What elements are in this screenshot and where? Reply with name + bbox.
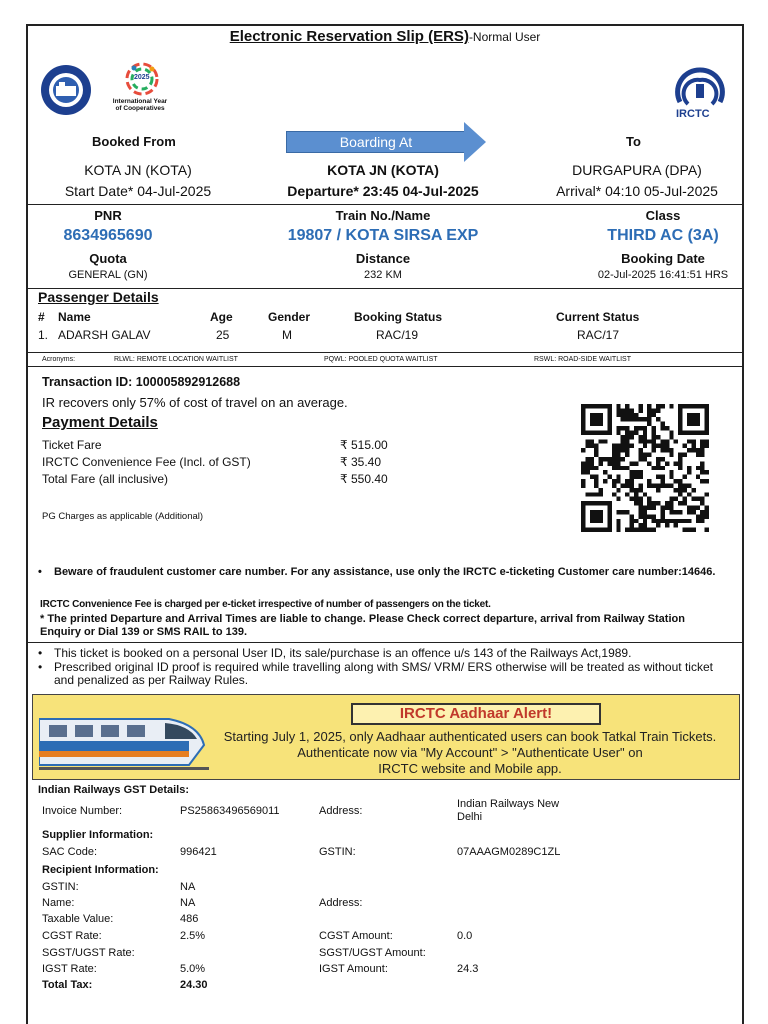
distance-label: Distance (355, 251, 411, 266)
acronym-rlwl: RLWL: REMOTE LOCATION WAITLIST (114, 356, 238, 363)
cgst-rate-label: CGST Rate: (42, 930, 102, 942)
igst-amount-label: IGST Amount: (319, 963, 388, 975)
irctc-logo-text: IRCTC (676, 108, 710, 120)
irctc-emblem-icon (670, 64, 730, 108)
recipient-name-label: Name: (42, 897, 75, 909)
to-station: DURGAPURA (DPA) (572, 162, 702, 178)
arrow-right-icon (464, 122, 486, 162)
taxable-value: 486 (180, 913, 199, 925)
payment-details-heading: Payment Details (42, 414, 158, 431)
acronym-pqwl: PQWL: POOLED QUOTA WAITLIST (324, 356, 438, 363)
qr-code (576, 404, 714, 532)
col-current-status: Current Status (556, 310, 640, 324)
fraud-warning-text: Beware of fraudulent customer care number. For any assistance, use only the IRCTC e-ticketing Customer care number:14646. (54, 566, 716, 578)
arrival-time: Arrival* 04:10 05-Jul-2025 (556, 183, 718, 199)
divider (28, 366, 742, 367)
to-label: To (626, 134, 641, 149)
aadhaar-alert-banner[interactable] (32, 694, 740, 780)
pg-charges-note: PG Charges as applicable (Additional) (42, 511, 204, 522)
col-num: # (38, 310, 45, 324)
class-label: Class (645, 208, 681, 223)
divider (28, 352, 742, 353)
bullet-icon: • (38, 660, 43, 674)
passenger-gender: M (282, 328, 292, 342)
booking-date-label: Booking Date (621, 251, 705, 266)
title-text: Electronic Reservation Slip (ERS) (229, 28, 469, 45)
personal-id-text: This ticket is booked on a personal User ID, its sale/purchase is an offence u/s 143 of the Railways Act,1989. (54, 646, 632, 660)
payment-value: ₹ 515.00 (340, 438, 388, 452)
divider (28, 642, 742, 643)
cooperatives-logo (112, 60, 172, 120)
sgst-amount-label: SGST/UGST Amount: (319, 947, 426, 959)
aadhaar-alert-text (205, 729, 735, 777)
igst-rate: 5.0% (180, 963, 206, 975)
transaction-id: Transaction ID: 100005892912688 (42, 375, 241, 389)
col-age: Age (210, 310, 233, 324)
indian-railways-logo (40, 64, 92, 116)
recipient-gstin-label: GSTIN: (42, 881, 79, 893)
banner-line-3: IRCTC website and Mobile app. (378, 761, 562, 776)
recipient-address-label: Address: (319, 897, 363, 909)
boarding-station: KOTA JN (KOTA) (327, 162, 439, 178)
aadhaar-alert-heading: IRCTC Aadhaar Alert! (351, 703, 601, 725)
recipient-gstin: NA (180, 881, 196, 893)
banner-line-1: Starting July 1, 2025, only Aadhaar authenticated users can book Tatkal Train Tickets. (223, 729, 717, 744)
title-suffix: -Normal User (468, 30, 541, 44)
irctc-logo (670, 64, 734, 124)
convenience-fee-note: IRCTC Convenience Fee is charged per e-ticket irrespective of number of passengers on the ticket. (40, 599, 491, 610)
bullet-icon: • (38, 566, 42, 578)
passenger-num: 1. (38, 328, 49, 342)
supplier-info-heading: Supplier Information: (42, 829, 154, 841)
payment-value: ₹ 550.40 (340, 472, 388, 486)
ers-document (26, 24, 744, 1024)
pnr-value: 8634965690 (63, 227, 153, 244)
personal-id-notice (40, 647, 730, 660)
invoice-label: Invoice Number: (42, 805, 123, 817)
payment-value: ₹ 35.40 (340, 455, 381, 469)
banner-line-2: Authenticate now via "My Account" > "Authenticate User" on (297, 745, 643, 760)
passenger-current-status: RAC/17 (577, 328, 620, 342)
train-illustration-icon (39, 705, 209, 773)
sgst-rate-label: SGST/UGST Rate: (42, 947, 135, 959)
supplier-gstin: 07AAAGM0289C1ZL (457, 846, 561, 858)
cgst-amount-label: CGST Amount: (319, 930, 393, 942)
pnr-label: PNR (94, 208, 122, 223)
fraud-warning (40, 566, 720, 579)
total-tax-label: Total Tax: (42, 979, 93, 991)
col-name: Name (58, 310, 91, 324)
boarding-at-banner (286, 131, 466, 153)
sac-label: SAC Code: (42, 846, 98, 858)
timing-note: * The printed Departure and Arrival Times are liable to change. Please Check correct departure, arrival from Railway Station Enquiry or Dial 139 or SMS RAIL to 139. (40, 613, 685, 638)
booking-date-value: 02-Jul-2025 16:41:51 HRS (597, 269, 729, 281)
train-value: 19807 / KOTA SIRSA EXP (287, 227, 479, 244)
quota-value: GENERAL (GN) (68, 269, 148, 281)
igst-amount: 24.3 (457, 963, 479, 975)
recipient-name: NA (180, 897, 196, 909)
passenger-details-heading: Passenger Details (38, 289, 159, 305)
bullet-icon: • (38, 646, 43, 660)
coop-text: International Year of Cooperatives (112, 98, 168, 112)
passenger-booking-status: RAC/19 (376, 328, 419, 342)
id-proof-text: Prescribed original ID proof is required while travelling along with SMS/ VRM/ ERS otherwise will be treated as without ticket and penalized as per Railway Rules. (54, 660, 713, 687)
payment-label: IRCTC Convenience Fee (Incl. of GST) (42, 455, 251, 469)
acronym-rswl: RSWL: ROAD-SIDE WAITLIST (534, 356, 631, 363)
distance-value: 232 KM (364, 269, 402, 281)
acronyms-label: Acronyms: (42, 356, 76, 363)
supplier-gstin-label: GSTIN: (319, 846, 356, 858)
class-value: THIRD AC (3A) (607, 227, 719, 244)
boarding-at-label: Boarding At (339, 134, 413, 150)
document-title (28, 28, 742, 45)
start-date: Start Date* 04-Jul-2025 (64, 183, 212, 199)
payment-label: Ticket Fare (42, 438, 102, 452)
train-label: Train No./Name (335, 208, 431, 223)
igst-rate-label: IGST Rate: (42, 963, 97, 975)
col-booking-status: Booking Status (354, 310, 443, 324)
booked-from-label: Booked From (92, 134, 176, 149)
coop-year: 2025 (134, 74, 150, 81)
invoice-number: PS25863496569011 (180, 805, 280, 817)
passenger-age: 25 (216, 328, 230, 342)
total-tax: 24.30 (180, 979, 208, 991)
from-station: KOTA JN (KOTA) (84, 162, 192, 178)
departure-time: Departure* 23:45 04-Jul-2025 (287, 183, 479, 199)
cgst-amount: 0.0 (457, 930, 473, 942)
quota-label: Quota (89, 251, 127, 266)
sac-code: 996421 (180, 846, 217, 858)
supplier-address-label: Address: (319, 805, 363, 817)
col-gender: Gender (268, 310, 311, 324)
passenger-name: ADARSH GALAV (58, 328, 151, 342)
divider (28, 204, 742, 205)
recipient-info-heading: Recipient Information: (42, 864, 159, 876)
payment-label: Total Fare (all inclusive) (42, 472, 169, 486)
recovery-note: IR recovers only 57% of cost of travel on an average. (42, 395, 348, 410)
cgst-rate: 2.5% (180, 930, 206, 942)
id-proof-notice (40, 661, 730, 687)
gst-heading: Indian Railways GST Details: (38, 784, 189, 796)
taxable-value-label: Taxable Value: (42, 913, 114, 925)
supplier-address: Indian Railways New Delhi (457, 798, 560, 823)
